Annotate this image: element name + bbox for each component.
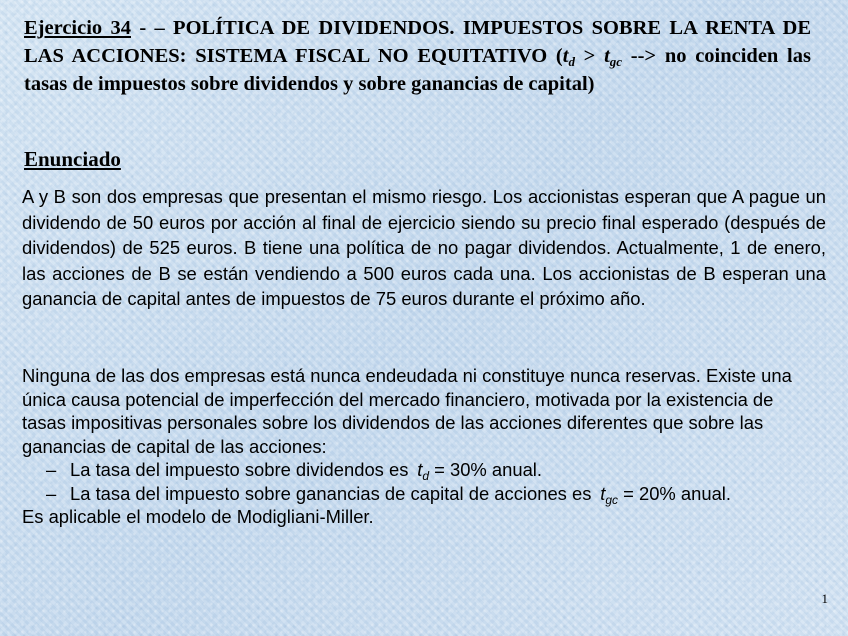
dash-bullet: – [46, 459, 57, 480]
math-symbol: t [417, 459, 423, 480]
list-item [22, 482, 812, 506]
tax-rate-list [22, 458, 812, 505]
list-item-text: La tasa del impuesto sobre ganancias de capital de acciones es [70, 482, 597, 504]
math-td [414, 459, 430, 483]
list-item-text: La tasa del impuesto sobre dividendos es [70, 459, 414, 480]
list-item [22, 458, 812, 482]
greater-than: > [574, 45, 605, 67]
td-symbol: t [562, 45, 569, 67]
math-symbol: t [600, 482, 606, 504]
list-item-value: = 20% anual. [618, 482, 731, 504]
tgc-symbol: t [604, 45, 610, 67]
exercise-number: Ejercicio 34 [24, 17, 131, 39]
math-subscript: d [422, 469, 430, 483]
dash-bullet: – [46, 482, 57, 504]
title-tail: --> no coinciden las tasas de impuestos sobre dividendos y sobre ganancias de capital) [24, 45, 811, 95]
closing-line: Es aplicable el modelo de Modigliani-Miller. [22, 506, 374, 527]
title-text: - – POLÍTICA DE DIVIDENDOS. IMPUESTOS SOBRE LA RENTA DE LAS ACCIONES: SISTEMA FISCAL NO EQUITATIVO ( [24, 17, 811, 67]
td-subscript: d [568, 54, 575, 69]
list-item-value: = 30% anual. [429, 459, 542, 480]
page-number: 1 [821, 591, 828, 606]
math-subscript: gc [605, 492, 619, 507]
section-heading: Enunciado [24, 147, 121, 171]
statement-block-2 [22, 364, 812, 529]
tgc-subscript: gc [609, 54, 623, 69]
math-tgc [597, 482, 619, 507]
statement-paragraph-2: Ninguna de las dos empresas está nunca endeudada ni constituye nunca reservas. Existe una única causa potencial de imperfección del mercado financiero, motivada por la existencia de tasas impositivas personales sobre los dividendos de las acciones diferentes que sobre las ganancias de capital de las acciones: [22, 365, 792, 457]
exercise-title [24, 14, 811, 98]
statement-paragraph-1: A y B son dos empresas que presentan el mismo riesgo. Los accionistas esperan que A pague un dividendo de 50 euros por acción al final de ejercicio siendo su precio final esperado (después de dividendos) de 525 euros. B tiene una política de no pagar dividendos. Actualmente, 1 de enero, las acciones de B se están vendiendo a 500 euros cada una. Los accionistas de B esperan una ganancia de capital antes de impuestos de 75 euros durante el próximo año. [22, 186, 826, 309]
